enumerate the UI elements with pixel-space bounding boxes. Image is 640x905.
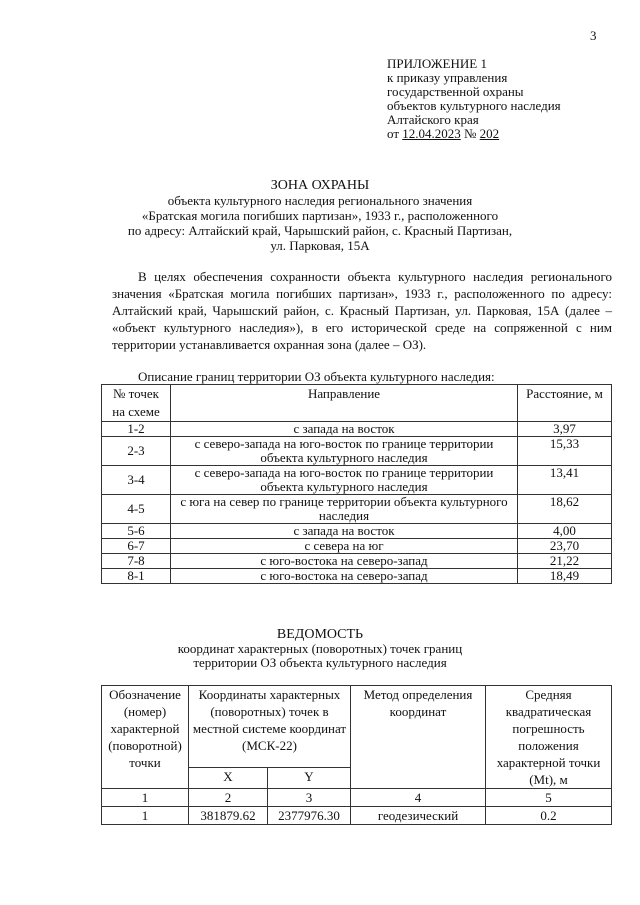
column-number: 4 — [351, 789, 486, 807]
column-number: 5 — [486, 789, 612, 807]
boundary-table — [101, 384, 612, 584]
header-points — [102, 385, 171, 422]
cell-points: 1-2 — [102, 422, 171, 437]
header-points-line1: № точек — [113, 386, 159, 401]
intro-paragraph — [112, 268, 612, 353]
header-direction: Направление — [171, 385, 518, 422]
column-number: 2 — [189, 789, 268, 807]
header-x: X — [189, 767, 268, 788]
cell-direction: с северо-запада на юго-восток по границе территории объекта культурного наследия — [171, 437, 518, 466]
cell-direction: с севера на юг — [171, 539, 518, 554]
coordinates-table — [101, 685, 612, 825]
cell-points: 6-7 — [102, 539, 171, 554]
cell-x: 381879.62 — [189, 807, 268, 825]
cell-points: 4-5 — [102, 495, 171, 524]
cell-error: 0.2 — [486, 807, 612, 825]
table-row — [102, 807, 612, 825]
table-row — [102, 466, 612, 495]
appendix-line: объектов культурного наследия — [387, 98, 561, 113]
table-row — [102, 524, 612, 539]
header-coordinates: Координаты характерных (поворотных) точек в местной системе координат (МСК-22) — [189, 686, 351, 768]
cell-direction: с запада на восток — [171, 422, 518, 437]
order-number: 202 — [479, 126, 500, 141]
cell-points: 8-1 — [102, 569, 171, 584]
header-points-line2: на схеме — [112, 404, 160, 419]
appendix-line: к приказу управления — [387, 70, 508, 85]
cell-distance: 18,62 — [518, 495, 612, 524]
appendix-line: Алтайского края — [387, 112, 479, 127]
appendix-line: государственной охраны — [387, 84, 524, 99]
header-designation: Обозначение (номер) характерной (поворотной) точки — [102, 686, 189, 789]
cell-direction: с юга на север по границе территории объекта культурного наследия — [171, 495, 518, 524]
page-number: 3 — [590, 28, 597, 43]
cell-direction: с юго-востока на северо-запад — [171, 554, 518, 569]
intro-text: В целях обеспечения сохранности объекта культурного наследия регионального значения «Братская могила погибших партизан», 1933 г., расположенного по адресу: Алтайский край, Чарышский район, с. Красный Партизан, ул. Парковая, 15А (далее – «объект культурного наследия»), в его исторической среде на сопряженной с ним территории устанавливается охранная зона (далее – ОЗ). — [112, 269, 612, 352]
column-number: 3 — [268, 789, 351, 807]
title-line: «Братская могила погибших партизан», 1933 г., расположенного — [141, 208, 499, 223]
cell-points: 7-8 — [102, 554, 171, 569]
statement-heading: ВЕДОМОСТЬ — [276, 627, 364, 642]
cell-distance: 21,22 — [518, 554, 612, 569]
table-row — [102, 495, 612, 524]
title-line: ул. Парковая, 15А — [270, 238, 370, 253]
title-heading: ЗОНА ОХРАНЫ — [270, 178, 370, 193]
table-row — [102, 422, 612, 437]
header-distance: Расстояние, м — [518, 385, 612, 422]
statement-line: координат характерных (поворотных) точек границ — [177, 641, 463, 656]
order-date: 12.04.2023 — [402, 126, 461, 141]
date-prefix: от — [387, 126, 400, 141]
cell-distance: 23,70 — [518, 539, 612, 554]
cell-y: 2377976.30 — [268, 807, 351, 825]
cell-direction: с запада на восток — [171, 524, 518, 539]
cell-points: 5-6 — [102, 524, 171, 539]
appendix-date-line — [387, 127, 561, 141]
cell-distance: 18,49 — [518, 569, 612, 584]
cell-points: 3-4 — [102, 466, 171, 495]
cell-points: 2-3 — [102, 437, 171, 466]
table-row — [102, 437, 612, 466]
table-row — [102, 569, 612, 584]
table-row — [102, 539, 612, 554]
table1-caption: Описание границ территории ОЗ объекта культурного наследия: — [138, 369, 495, 384]
column-number-row — [102, 789, 612, 807]
header-error: Средняя квадратическая погрешность положения характерной точки (Mt), м — [486, 686, 612, 789]
cell-distance: 15,33 — [518, 437, 612, 466]
header-y: Y — [268, 767, 351, 788]
appendix-heading: ПРИЛОЖЕНИЕ 1 — [387, 56, 487, 71]
zone-title — [0, 178, 640, 253]
table-header-row — [102, 385, 612, 422]
table-row — [102, 554, 612, 569]
statement-title — [0, 628, 640, 670]
header-method: Метод определения координат — [351, 686, 486, 789]
statement-line: территории ОЗ объекта культурного наследия — [193, 655, 447, 670]
cell-point: 1 — [102, 807, 189, 825]
cell-direction: с северо-запада на юго-восток по границе территории объекта культурного наследия — [171, 466, 518, 495]
cell-direction: с юго-востока на северо-запад — [171, 569, 518, 584]
table-header-row — [102, 686, 612, 768]
number-prefix: № — [464, 126, 477, 141]
cell-distance: 13,41 — [518, 466, 612, 495]
cell-distance: 3,97 — [518, 422, 612, 437]
appendix-block — [387, 57, 561, 141]
cell-distance: 4,00 — [518, 524, 612, 539]
column-number: 1 — [102, 789, 189, 807]
title-line: по адресу: Алтайский край, Чарышский район, с. Красный Партизан, — [127, 223, 513, 238]
title-line: объекта культурного наследия регионального значения — [167, 193, 473, 208]
cell-method: геодезический — [351, 807, 486, 825]
